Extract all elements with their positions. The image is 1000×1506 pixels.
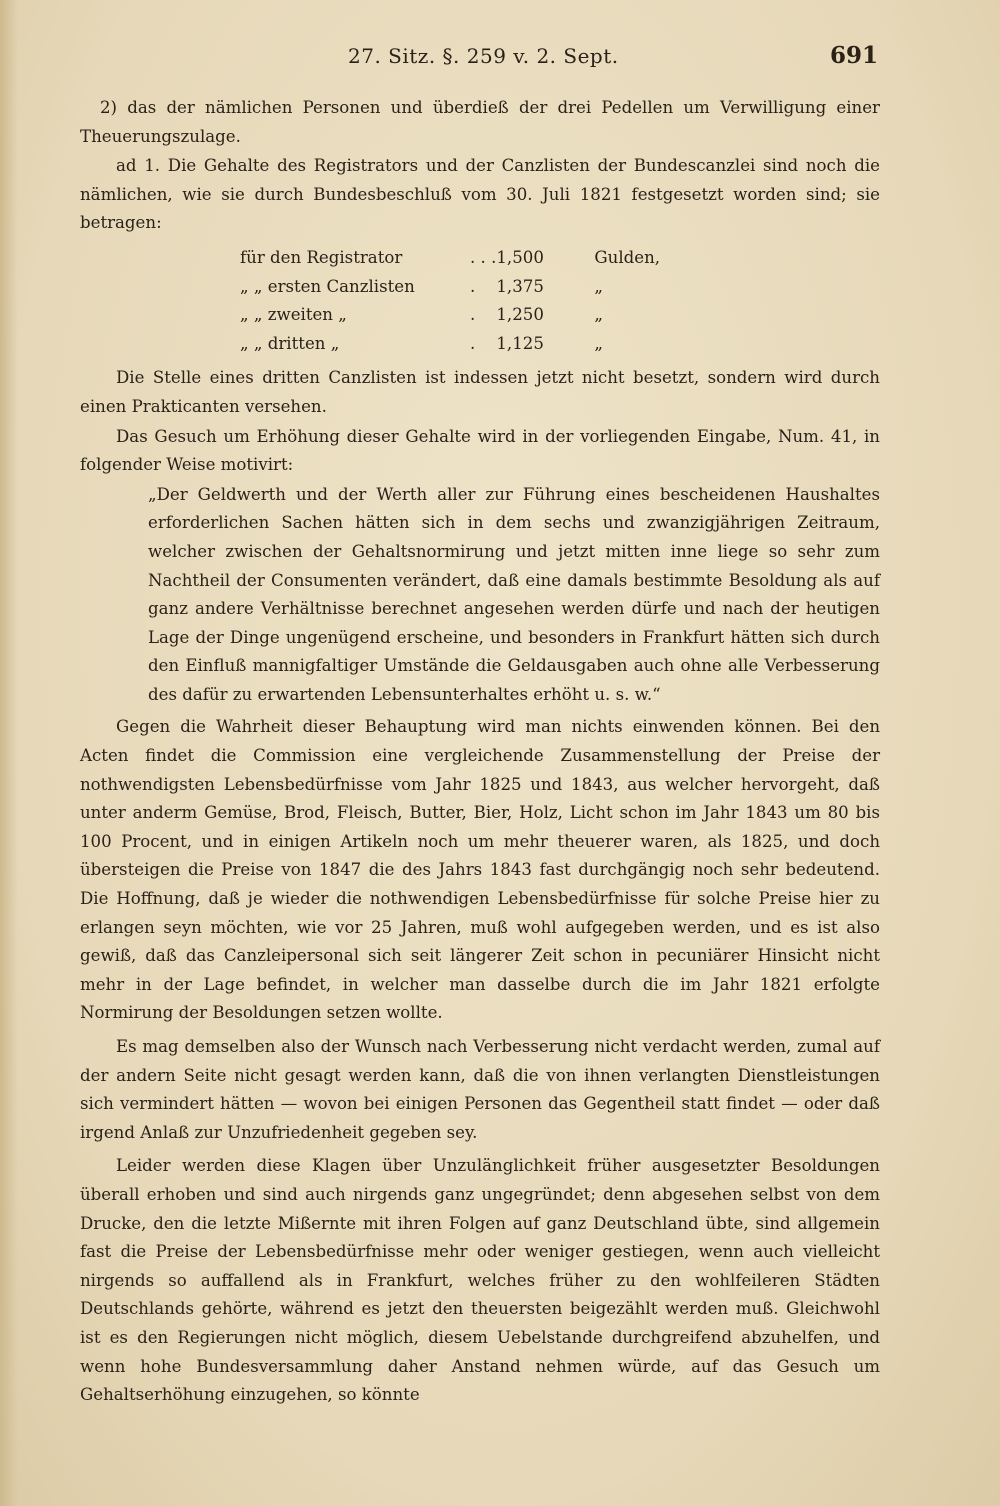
salary-label: „ „ ersten Canzlisten	[240, 276, 415, 296]
page-edge-shadow	[0, 0, 18, 1506]
page-header	[80, 44, 880, 78]
salary-unit: Gulden,	[594, 247, 661, 267]
salary-unit: „	[594, 305, 603, 325]
salary-unit: „	[594, 333, 603, 353]
body-text	[80, 94, 880, 1411]
salary-label: „ „ zweiten „	[240, 305, 347, 325]
paragraph-stelle: Die Stelle eines dritten Canzlisten ist indessen jetzt nicht besetzt, sondern wird durch einen Prakticanten versehen.	[80, 368, 880, 416]
salary-dots: .	[470, 305, 476, 325]
salary-row	[240, 273, 694, 302]
salary-amount: 1,500	[496, 247, 544, 267]
salary-row	[240, 330, 694, 359]
salary-dots: .	[470, 276, 476, 296]
salary-unit: „	[594, 276, 603, 296]
salary-amount: 1,250	[496, 305, 544, 325]
paragraph-item-2: 2) das der nämlichen Personen und überdieß der drei Pedellen um Verwilligung einer Theuerungszulage.	[80, 98, 880, 146]
salary-dots: . . .	[470, 247, 497, 267]
block-quote: „Der Geldwerth und der Werth aller zur Führung eines bescheidenen Haushaltes erforderlichen Sachen hätten sich in dem sechs und zwanzigjährigen Zeitraum, welcher zwischen der Gehaltsnormirung und jetzt mitten inne liege so sehr zum Nachtheil der Consumenten verändert, daß eine damals bestimmte Besoldung als auf ganz andere Verhältnisse berechnet angesehen werden dürfe und nach der heutigen Lage der Dinge ungenügend erscheine, und besonders in Frankfurt hätten sich durch den Einfluß mannigfaltiger Umstände die Geldausgaben auch ohne alle Verbesserung des dafür zu erwartenden Lebensunterhaltes erhöht u. s. w.“	[148, 484, 880, 704]
running-head: 27. Sitz. §. 259 v. 2. Sept.	[348, 44, 619, 68]
salary-label: „ „ dritten „	[240, 333, 340, 353]
paragraph-gesuch: Das Gesuch um Erhöhung dieser Gehalte wird in der vorliegenden Eingabe, Num. 41, in folgender Weise motivirt:	[80, 426, 880, 475]
paragraph-ad-1: ad 1. Die Gehalte des Registrators und der Canzlisten der Bundescanzlei sind noch die nämlichen, wie sie durch Bundesbeschluß vom 30. Juli 1821 festgesetzt worden sind; sie betragen:	[80, 156, 880, 233]
salary-row	[240, 244, 694, 273]
salary-label: für den Registrator	[240, 247, 403, 267]
paragraph-leider: Leider werden diese Klagen über Unzulänglichkeit früher ausgesetzter Besoldungen überall erhoben und sind auch nirgends ganz ungegründet; denn abgesehen selbst von dem Drucke, den die letzte Mißernte mit ihren Folgen auf ganz Deutschland übte, sind allgemein fast die Preise der Lebensbedürfnisse mehr oder weniger gestiegen, wenn auch vielleicht nirgends so auffallend als in Frankfurt, welches früher zu den wohlfeileren Städten Deutschlands gehörte, während es jetzt den theuersten beigezählt werden muß. Gleichwohl ist es den Regierungen nicht möglich, diesem Uebelstande durchgreifend abzuhelfen, und wenn hohe Bundesversammlung daher Anstand nehmen würde, auf das Gesuch um Gehaltserhöhung einzugehen, so könnte	[80, 1156, 880, 1405]
salary-row	[240, 301, 694, 330]
paragraph-wahrheit: Gegen die Wahrheit dieser Behauptung wird man nichts einwenden können. Bei den Acten findet die Commission eine vergleichende Zusammenstellung der Preise der nothwendigsten Lebensbedürfnisse vom Jahr 1825 und 1843, aus welcher hervorgeht, daß unter anderm Gemüse, Brod, Fleisch, Butter, Bier, Holz, Licht schon im Jahr 1843 um 80 bis 100 Procent, und in einigen Artikeln noch um mehr theuerer waren, als 1825, und doch übersteigen die Preise von 1847 die des Jahrs 1843 fast durchgängig noch sehr bedeutend. Die Hoffnung, daß je wieder die nothwendigen Lebensbedürfnisse für solche Preise hier zu erlangen seyn möchten, wie vor 25 Jahren, muß wohl aufgegeben werden, und es ist also gewiß, daß das Canzleipersonal sich seit längerer Zeit schon in pecuniärer Hinsicht nicht mehr in der Lage befindet, in welcher man dasselbe durch die im Jahr 1821 erfolgte Normirung der Besoldungen setzen wollte.	[80, 717, 880, 1023]
salary-table	[240, 244, 694, 358]
paragraph-wunsch: Es mag demselben also der Wunsch nach Verbesserung nicht verdacht werden, zumal auf der andern Seite nicht gesagt werden kann, daß die von ihnen verlangten Dienstleistungen sich vermindert hätten — wovon bei einigen Personen das Gegentheil statt findet — oder daß irgend Anlaß zur Unzufriedenheit gegeben sey.	[80, 1037, 880, 1142]
page-number: 691	[829, 42, 878, 69]
salary-amount: 1,125	[496, 333, 544, 353]
salary-amount: 1,375	[496, 276, 544, 296]
salary-dots: .	[470, 333, 476, 353]
